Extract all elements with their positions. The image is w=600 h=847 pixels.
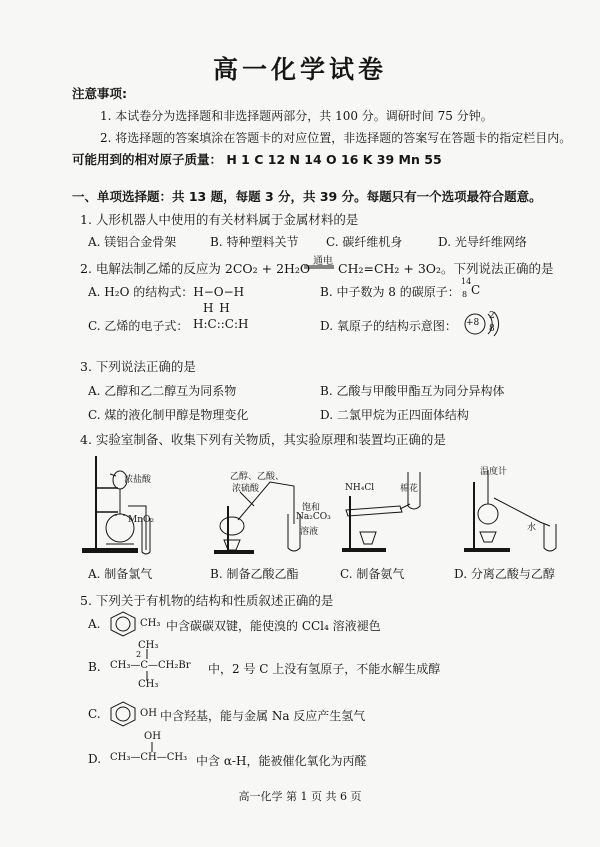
notice-item-1: 1. 本试卷分为选择题和非选择题两部分，共 100 分。调研时间 75 分钟。 [100,109,493,123]
q5-option-d-text: 中含 α-H，能被催化氧化为丙醛 [196,754,367,768]
label-solution: 溶液 [300,527,319,537]
q5-option-a-text: 中含碳碳双键，能使溴的 CCl₄ 溶液褪色 [166,619,381,633]
oxygen-shell-1: 2 [489,311,495,321]
q3-option-d: D. 二氯甲烷为正四面体结构 [320,408,469,422]
section-heading: 一、单项选择题：共 13 题，每题 3 分，共 39 分。每题只有一个选项最符合题意。 [72,189,542,204]
phenol-oh: OH [140,708,157,719]
label-conc-hcl: 浓盐酸 [124,475,152,485]
ethylene-electron-formula: H:C::C:H [193,317,249,331]
label-reagents-2: 浓硫酸 [232,484,260,494]
q1-option-a: A. 镁铝合金骨架 [88,235,177,249]
q5-option-b-text: 中，2 号 C 上没有氢原子，不能水解生成醇 [208,662,441,676]
label-saturated: 饱和 [302,503,321,513]
benzene-ring-c [108,700,138,728]
q4-option-b: B. 制备乙酸乙酯 [210,567,299,581]
apparatus-d-distillation [460,462,570,556]
neopentyl-bottom-ch3: CH₃ [138,679,159,690]
question-3-stem: 3. 下列说法正确的是 [80,359,196,374]
q1-option-c: C. 碳纤维机身 [326,235,403,249]
q5-option-c-text: 中含羟基，能与金属 Na 反应产生氢气 [160,709,366,723]
carbon-number-2: 2 [136,650,142,659]
q2-element-symbol: C [471,283,481,297]
q5-option-b-label: B. [88,660,101,674]
label-mno2: MnO₂ [128,515,154,525]
q2-option-c: C. 乙烯的电子式： [88,319,189,333]
question-1-stem: 1. 人形机器人中使用的有关材料属于金属材料的是 [80,212,359,227]
q4-option-d: D. 分离乙酸与乙醇 [454,567,555,581]
q3-option-b: B. 乙酸与甲酸甲酯互为同分异构体 [320,384,505,398]
q2-option-d: D. 氧原子的结构示意图： [320,319,457,333]
notice-heading: 注意事项: [72,86,127,101]
label-reagents-1: 乙醇、乙酸、 [230,472,285,482]
reaction-arrow [304,265,336,269]
neopentyl-top-ch3: CH₃ [138,640,159,651]
question-2-stem: 2. 电解法制乙烯的反应为 2CO₂ + 2H₂O [80,261,311,276]
ethylene-top-h: H H [203,301,231,315]
q4-option-c: C. 制备氨气 [340,567,405,581]
q5-option-d-label: D. [88,752,102,766]
q4-option-a: A. 制备氯气 [88,567,153,581]
q2-mass-number: 14 [461,277,472,286]
q3-option-c: C. 煤的液化制甲醇是物理变化 [88,408,249,422]
label-cotton: 棉花 [400,484,419,494]
isopropanol-formula: CH₃—CH—CH₃ [110,752,188,763]
q5-option-c-label: C. [88,707,101,721]
page-title: 高一化学试卷 [212,55,387,84]
notice-item-2: 2. 将选择题的答案填涂在答题卡的对应位置，非选择题的答案写在答题卡的指定栏目内。 [100,131,572,145]
question-4-stem: 4. 实验室制备、收集下列有关物质，其实验原理和装置均正确的是 [80,432,446,447]
neopentyl-bromide-formula: CH₃—C—CH₂Br [110,660,191,671]
label-water: 水 [527,523,537,533]
q2-atomic-number: 8 [462,290,468,299]
atomic-masses: 可能用到的相对原子质量： H 1 C 12 N 14 O 16 K 39 Mn 55 [72,152,442,167]
q2-option-b: B. 中子数为 8 的碳原子： [320,285,460,299]
oxygen-nucleus: +8 [466,318,480,328]
apparatus-a-chlorine [76,452,176,556]
propanol-oh: OH [144,731,161,742]
q3-option-a: A. 乙醇和乙二醇互为同系物 [88,384,237,398]
question-5-stem: 5. 下列关于有机物的结构和性质叙述正确的是 [80,593,334,608]
label-thermometer: 温度计 [480,467,508,477]
question-2-stem-end: CH₂=CH₂ + 3O₂。下列说法正确的是 [338,261,554,276]
label-na2co3: Na₂CO₃ [296,512,331,522]
q2-condition: 通电 [313,256,333,267]
q2-option-a: A. H₂O 的结构式：H−O−H [88,285,245,299]
benzene-ring-a [108,610,138,638]
q1-option-d: D. 光导纤维网络 [438,235,527,249]
q5-option-a-label: A. [88,617,101,631]
page-footer: 高一化学 第 1 页 共 6 页 [238,790,362,803]
label-nh4cl: NH₄Cl [345,483,375,493]
oxygen-shell-2: 8 [489,324,495,334]
toluene-methyl: CH₃ [140,618,161,629]
q1-option-b: B. 特种塑料关节 [210,235,299,249]
apparatus-c-ammonia [340,466,440,556]
